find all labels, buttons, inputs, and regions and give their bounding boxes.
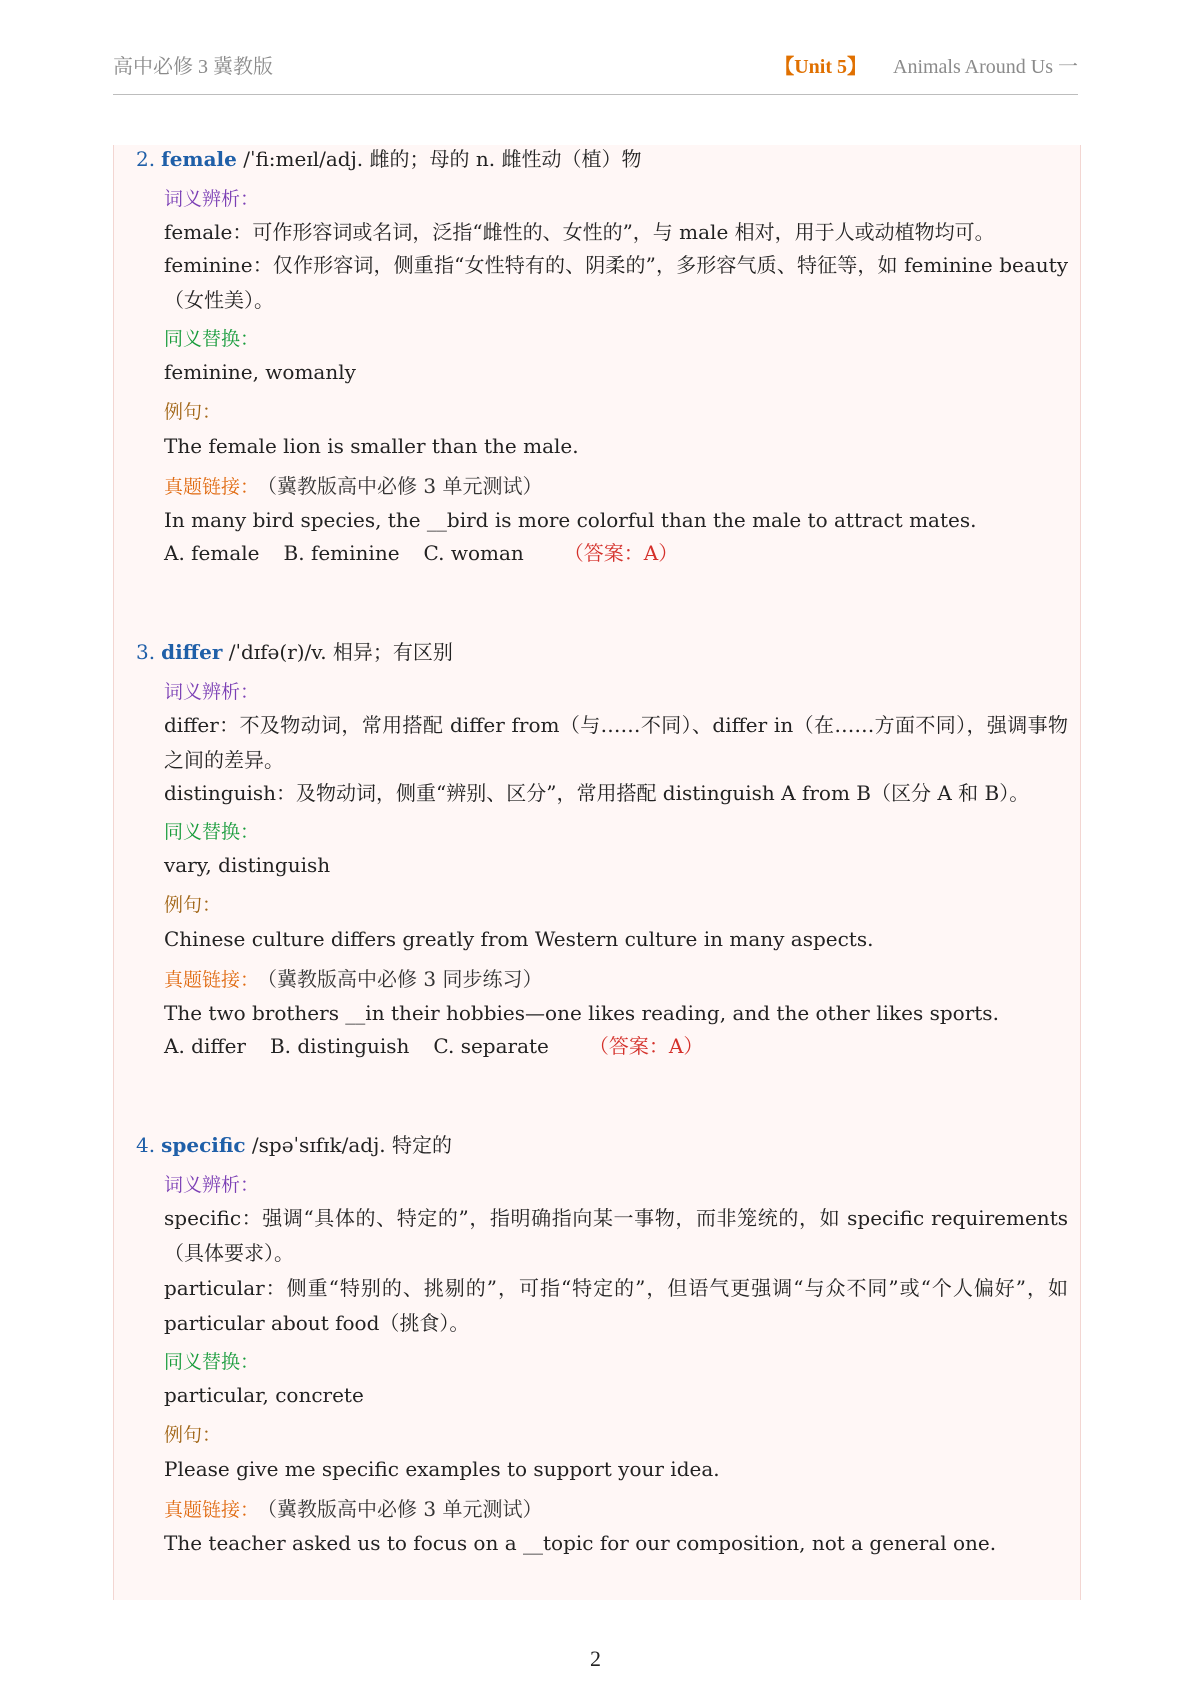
- synonym-heading: 同义替换：: [164, 821, 260, 843]
- synonym-text: particular, concrete: [164, 1383, 364, 1407]
- analysis-text: specific：强调“具体的、特定的”，指明确指向某一事物，而非笼统的，如 specific requirements（具体要求）。: [164, 1206, 1068, 1265]
- entry-number: 4.: [136, 1133, 156, 1157]
- exam-link: [164, 469, 1068, 505]
- exam-heading: 真题链接：: [164, 1499, 260, 1521]
- synonym-text: feminine, womanly: [164, 360, 356, 384]
- example-sentence: Please give me specific examples to support your idea.: [164, 1457, 720, 1481]
- pronunciation-gloss: /ˈdɪfə(r)/v. 相异；有区别: [222, 640, 453, 664]
- vocabulary-panel: [113, 145, 1081, 1600]
- analysis-heading: 词义辨析：: [164, 188, 260, 210]
- entry-heading: [136, 142, 1070, 177]
- headword: specific: [161, 1133, 246, 1157]
- exam-heading: 真题链接：: [164, 476, 260, 498]
- analysis-heading: 词义辨析：: [164, 1174, 260, 1196]
- option-a: A. differ: [164, 1034, 246, 1058]
- option-b: B. distinguish: [269, 1034, 410, 1058]
- page-number: 2: [590, 1646, 601, 1671]
- analysis-text: female：可作形容词或名词，泛指“雌性的、女性的”，与 male 相对，用于人或动植物均可。: [164, 220, 995, 244]
- unit-heading: [774, 50, 1078, 79]
- entry-heading: [136, 635, 1070, 670]
- entry-number: 3.: [136, 640, 156, 664]
- option-c: C. woman: [423, 541, 524, 565]
- example-heading: 例句：: [164, 401, 222, 423]
- option-b: B. feminine: [283, 541, 400, 565]
- example-heading: 例句：: [164, 894, 222, 916]
- exam-options: [164, 1029, 1068, 1064]
- exam-options: [164, 536, 1068, 571]
- example-sentence: The female lion is smaller than the male.: [164, 434, 579, 458]
- exam-heading: 真题链接：: [164, 969, 260, 991]
- analysis-text: differ：不及物动词，常用搭配 differ from（与……不同）、differ in（在……方面不同），强调事物之间的差异。: [164, 713, 1068, 772]
- pronunciation-gloss: /spəˈsɪfɪk/adj. 特定的: [245, 1133, 453, 1157]
- exam-question: The two brothers __in their hobbies—one likes reading, and the other likes sports.: [164, 1001, 999, 1025]
- synonym-heading: 同义替换：: [164, 1351, 260, 1373]
- example-heading: 例句：: [164, 1424, 222, 1446]
- analysis-heading: 词义辨析：: [164, 681, 260, 703]
- option-a: A. female: [164, 541, 260, 565]
- entry-number: 2.: [136, 147, 156, 171]
- headword: female: [161, 147, 237, 171]
- analysis-text: feminine：仅作形容词，侧重指“女性特有的、阴柔的”，多形容气质、特征等，如 feminine beauty（女性美）。: [164, 253, 1068, 312]
- exam-source: （冀教版高中必修 3 单元测试）: [267, 1497, 543, 1521]
- answer: （答案：A）: [563, 541, 679, 565]
- unit-title: Animals Around Us 一: [893, 56, 1078, 78]
- exam-question: In many bird species, the __bird is more colorful than the male to attract mates.: [164, 508, 977, 532]
- synonym-heading: 同义替换：: [164, 328, 260, 350]
- exam-link: [164, 962, 1068, 998]
- example-sentence: Chinese culture differs greatly from Western culture in many aspects.: [164, 927, 874, 951]
- analysis-text: particular：侧重“特别的、挑剔的”，可指“特定的”，但语气更强调“与众不同”或“个人偏好”，如 particular about food（挑食）。: [164, 1276, 1068, 1335]
- option-c: C. separate: [433, 1034, 549, 1058]
- page-header: [113, 44, 1078, 80]
- exam-question: The teacher asked us to focus on a __topic for our composition, not a general one.: [164, 1531, 997, 1555]
- exam-link: [164, 1492, 1068, 1528]
- exam-source: （冀教版高中必修 3 单元测试）: [267, 474, 543, 498]
- synonym-text: vary, distinguish: [164, 853, 331, 877]
- pronunciation-gloss: /ˈfi:meɪl/adj. 雌的；母的 n. 雌性动（植）物: [236, 147, 642, 171]
- analysis-text: distinguish：及物动词，侧重“辨别、区分”，常用搭配 distinguish A from B（区分 A 和 B）。: [164, 781, 1030, 805]
- exam-source: （冀教版高中必修 3 同步练习）: [267, 967, 543, 991]
- unit-label: 【Unit 5】: [774, 56, 867, 78]
- headword: differ: [161, 640, 223, 664]
- book-title: 高中必修 3 冀教版: [113, 56, 273, 78]
- header-divider: [113, 94, 1078, 95]
- entry-heading: [136, 1128, 1070, 1163]
- answer: （答案：A）: [588, 1034, 704, 1058]
